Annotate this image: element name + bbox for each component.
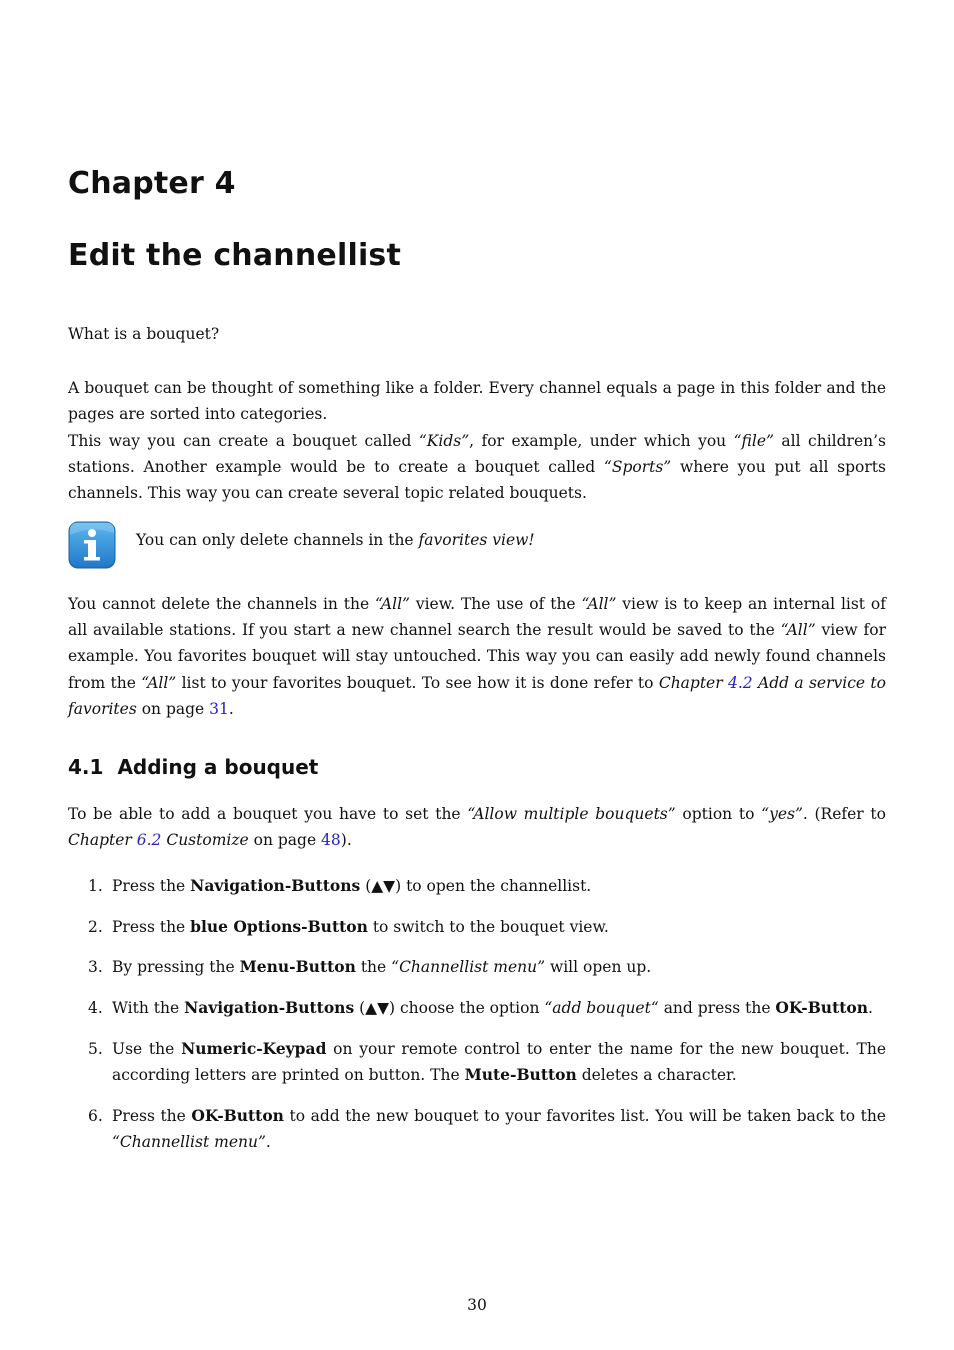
list-item: [68, 914, 886, 940]
term-all: “All”: [375, 595, 410, 613]
button-term: blue Options-Button: [190, 916, 368, 936]
text-run: Press the: [112, 877, 191, 895]
button-term: OK-Button: [191, 1105, 284, 1125]
text-run: where you put all sports channels. This way you can create several topic related bouquets.: [68, 458, 886, 503]
info-note: [136, 527, 535, 553]
favorites-view-emphasis: favorites view!: [418, 531, 535, 549]
intro-question: What is a bouquet?: [68, 325, 220, 343]
term-all: “All”: [141, 673, 177, 692]
chapter-label: Chapter 4: [68, 166, 236, 201]
text-run: To be able to add a bouquet you have to set the: [68, 805, 468, 823]
text-run: With the: [112, 999, 185, 1018]
term-sports: “Sports”: [603, 458, 672, 477]
text-run: on page: [248, 831, 322, 850]
text-run: on your remote control to enter the name for the new bouquet. The according letters are printed on button. The: [112, 1039, 886, 1085]
text-run: to switch to the bouquet view.: [367, 917, 609, 936]
button-term: Numeric-Keypad: [181, 1038, 327, 1058]
chapter-title: Edit the channellist: [68, 238, 402, 273]
text-run: view. The use of the: [409, 595, 582, 613]
option-term: “add bouquet“: [544, 999, 659, 1018]
section-heading: [68, 755, 318, 779]
button-term: Navigation-Buttons: [184, 998, 355, 1018]
text-run: and press the: [658, 999, 776, 1018]
chapter-link-6-2[interactable]: 6.2: [136, 831, 162, 850]
chapter-link-4-2[interactable]: 4.2: [728, 673, 753, 692]
text-run: all children’s stations. Another example would be to create a bouquet called: [68, 432, 886, 477]
step-number: 1.: [88, 877, 103, 895]
text-run: This way you can create a bouquet called: [68, 432, 419, 450]
text-run: option to: [675, 805, 762, 823]
term-yes: “yes”: [761, 805, 803, 823]
list-item: [68, 873, 886, 899]
chapter-ref: Chapter: [68, 831, 137, 850]
text-run: By pressing the: [112, 958, 240, 977]
text-run: will open up.: [545, 958, 652, 977]
term-kids: “Kids”: [418, 432, 470, 450]
button-term: Mute-Button: [464, 1065, 577, 1085]
chapter-ref-name: Customize: [161, 831, 249, 850]
text-run: on page: [136, 699, 210, 718]
text-run: .: [265, 1132, 271, 1151]
section-number: 4.1: [68, 755, 104, 779]
text-run: .: [228, 699, 234, 718]
info-icon: [68, 521, 116, 569]
paragraph-allow-multiple: [68, 801, 886, 853]
text-run: view is to keep an internal list of all available stations. If you start a new channel search the result would be saved to the: [68, 595, 886, 640]
term-allow-multiple-bouquets: “Allow multiple bouquets”: [467, 805, 676, 823]
step-number: 4.: [88, 999, 103, 1018]
text-run: (▲▼) choose the option: [354, 999, 545, 1018]
step-number: 6.: [88, 1106, 103, 1125]
term-file: “file”: [733, 432, 774, 450]
list-item: [68, 1103, 886, 1155]
menu-term: “Channellist menu”: [112, 1132, 266, 1151]
term-all: “All”: [581, 595, 617, 613]
text-run: Press the: [112, 1106, 192, 1125]
text-run: Press the: [112, 917, 191, 936]
step-number: 3.: [88, 958, 103, 977]
text-run: (▲▼) to open the channellist.: [360, 877, 592, 895]
chapter-ref-name: Add a service to favorites: [68, 673, 886, 718]
page-link-31[interactable]: 31: [209, 699, 229, 718]
button-term: Menu-Button: [239, 957, 356, 977]
section-title: Adding a bouquet: [117, 755, 319, 779]
chapter-ref: Chapter: [658, 673, 728, 692]
steps-list: [68, 873, 886, 1170]
intro-paragraph-2: [68, 428, 886, 507]
page-link-48[interactable]: 48: [321, 831, 341, 850]
page-number: 30: [467, 1296, 487, 1314]
menu-term: “Channellist menu”: [391, 958, 546, 977]
text-run: deletes a character.: [576, 1066, 737, 1085]
text-run: .: [868, 999, 873, 1018]
text-run: . (Refer to: [802, 805, 886, 823]
paragraph-all-view: [68, 591, 886, 722]
step-number: 5.: [88, 1039, 103, 1058]
list-item: [68, 995, 886, 1021]
term-all: “All”: [780, 621, 816, 640]
intro-paragraph-1: A bouquet can be thought of something like a folder. Every channel equals a page in this folder and the pages are sorted into categories.: [68, 379, 886, 424]
text-run: list to your favorites bouquet. To see how it is done refer to: [176, 673, 659, 692]
text-run: You cannot delete the channels in the: [68, 595, 375, 613]
button-term: Navigation-Buttons: [190, 876, 361, 895]
text-run: You can only delete channels in the: [136, 531, 419, 549]
text-run: , for example, under which you: [469, 432, 734, 450]
text-run: Use the: [112, 1039, 182, 1058]
step-number: 2.: [88, 917, 103, 936]
text-run: ).: [340, 831, 352, 850]
list-item: [68, 954, 886, 980]
button-term: OK-Button: [775, 998, 868, 1018]
text-run: the: [355, 958, 392, 977]
list-item: [68, 1036, 886, 1088]
text-run: to add the new bouquet to your favorites list. You will be taken back to the: [283, 1106, 886, 1125]
text-run: view for example. You favorites bouquet will stay untouched. This way you can easily add newly found channels from the: [68, 621, 886, 692]
